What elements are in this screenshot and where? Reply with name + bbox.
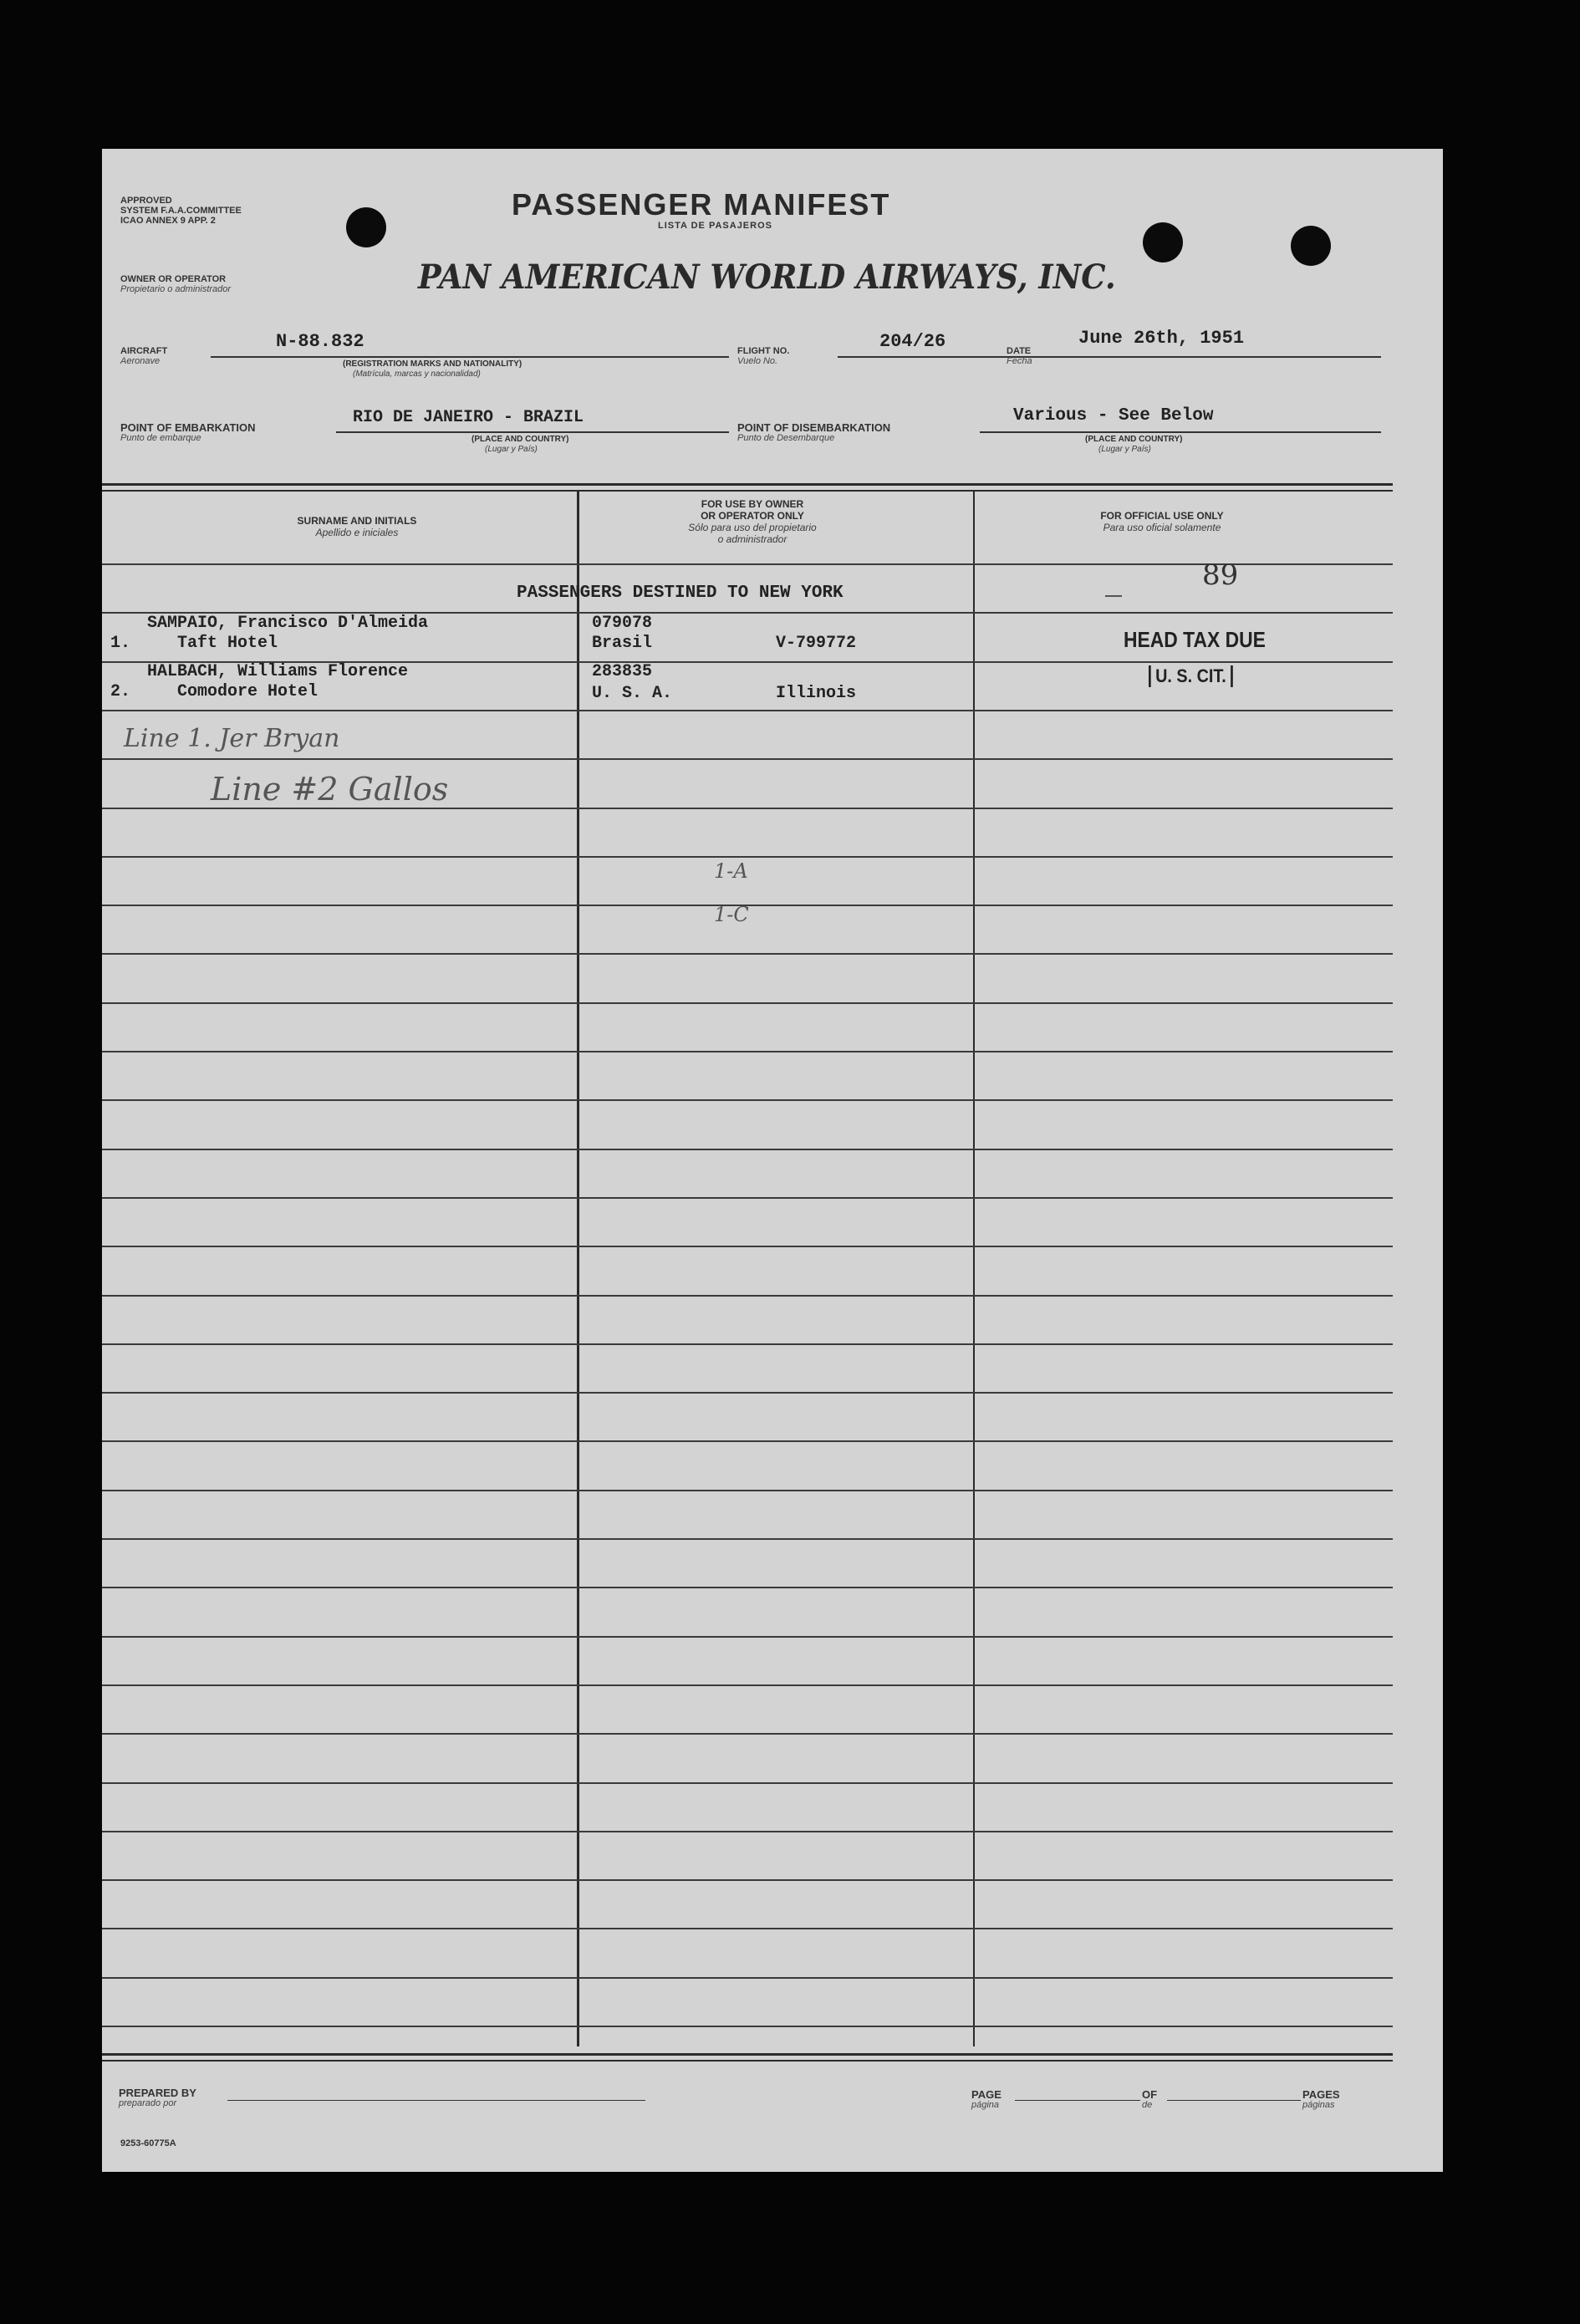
table-bottom-rule [102,2053,1393,2056]
page-title: PASSENGER MANIFEST [512,187,891,222]
table-bottom-rule [102,2060,1393,2062]
row-line [102,1295,1393,1297]
row-line [102,1928,1393,1929]
approval-block [120,196,242,226]
row-line [102,1538,1393,1540]
row-line [102,1587,1393,1588]
row-line [102,1831,1393,1832]
embark-label-es: Punto de embarque [120,433,201,443]
date-label-en: DATE [1007,346,1032,356]
of-label-es: de [1142,2100,1153,2110]
embark-sub: (PLACE AND COUNTRY) [471,435,569,444]
column-divider [973,490,975,2046]
disembark-sub: (PLACE AND COUNTRY) [1085,435,1183,444]
page-label-en: PAGE [971,2088,1002,2101]
aircraft-sub-es: (Matrícula, marcas y nacionalidad) [353,369,481,379]
aircraft-underline [211,356,729,358]
prepared-by-label [119,2088,196,2108]
aircraft-value: N-88.832 [276,331,364,352]
page-label [971,2090,1002,2110]
date-underline [1047,356,1381,358]
row-line [102,1440,1393,1442]
flight-label-en: FLIGHT NO. [737,346,790,356]
row-line [102,1149,1393,1150]
disembark-label-en: POINT OF DISEMBARKATION [737,421,891,434]
form-number: 9253-60775A [120,2138,176,2148]
approval-line: ICAO ANNEX 9 APP. 2 [120,216,216,226]
disembark-underline [980,431,1381,433]
passenger-address: Taft Hotel [177,634,278,653]
disembark-value: Various - See Below [1013,406,1214,426]
passenger-country: U. S. A. [592,684,673,703]
flight-value: 204/26 [879,331,946,352]
handwritten-note: Line 1. Jer Bryan [124,724,340,753]
aircraft-sub: (REGISTRATION MARKS AND NATIONALITY) [343,359,522,369]
pages-label [1302,2090,1340,2110]
col-header-surname: SURNAME AND INITIALS [297,515,417,527]
aircraft-label [120,346,167,366]
of-label [1142,2090,1157,2110]
owner-value: PAN AMERICAN WORLD AIRWAYS, INC. [418,257,1116,297]
prepared-by-es: preparado por [119,2098,177,2108]
row-line [102,1246,1393,1247]
embark-label [120,423,256,443]
page-title-es: LISTA DE PASAJEROS [658,221,772,231]
col-header-owner-es-a: Sólo para uso del propietario [688,522,817,533]
row-line [102,1977,1393,1979]
date-label-es: Fecha [1007,356,1032,366]
handwritten-mark: 1-A [714,859,748,883]
page-underline [1015,2100,1140,2101]
approval-line: SYSTEM F.A.A.COMMITTEE [120,206,242,216]
row-line [102,1636,1393,1638]
flight-underline [838,356,1072,358]
official-dash [1105,595,1122,597]
flight-label [737,346,789,366]
table-top-rule [102,490,1393,492]
row-line [102,1490,1393,1491]
handwritten-note: Line #2 Gallos [211,771,449,808]
date-label [1007,346,1032,366]
punch-hole [1291,226,1331,266]
approval-line: APPROVED [120,196,172,206]
row-line [102,1684,1393,1686]
table-top-rule [102,483,1393,486]
flight-label-es: Vuelo No. [737,356,778,366]
col-header-owner-b: OR OPERATOR ONLY [701,510,804,522]
punch-hole [346,207,386,247]
column-divider [577,490,579,2046]
disembark-sub-es: (Lugar y País) [1098,445,1151,454]
passenger-address: Comodore Hotel [177,682,319,701]
official-number: 89 [1202,558,1239,592]
us-cit-stamp: U. S. CIT. [1149,665,1233,687]
of-underline [1167,2100,1301,2101]
owner-label-en: OWNER OR OPERATOR [120,274,227,284]
row-line [102,1343,1393,1345]
passenger-country: Brasil [592,634,653,653]
row-line [102,1782,1393,1784]
passenger-name: SAMPAIO, Francisco D'Almeida [147,614,429,633]
row-line [102,1879,1393,1881]
punch-hole [1143,222,1183,262]
row-line [102,563,1393,565]
pages-label-es: páginas [1302,2100,1335,2110]
col-header-surname-es: Apellido e iniciales [315,527,399,538]
row-line [102,1099,1393,1101]
row-line [102,1197,1393,1199]
passenger-extra: V-799772 [776,634,857,653]
section-heading: PASSENGERS DESTINED TO NEW YORK [517,584,844,603]
disembark-label [737,423,890,443]
row-line [102,1733,1393,1735]
row-line [102,808,1393,809]
col-header-owner-a: FOR USE BY OWNER [701,498,804,510]
aircraft-label-en: AIRCRAFT [120,346,168,356]
row-line [102,710,1393,711]
date-value: June 26th, 1951 [1078,328,1245,349]
col-header-official-es: Para uso oficial solamente [1103,522,1221,533]
owner-label-es: Propietario o administrador [120,284,232,294]
owner-label [120,274,231,294]
passenger-code: 283835 [592,662,653,681]
manifest-page [102,149,1443,2172]
disembark-label-es: Punto de Desembarque [737,433,835,443]
col-header-official: FOR OFFICIAL USE ONLY [1100,510,1224,522]
row-line [102,1392,1393,1394]
col-header-owner-es-b: o administrador [717,533,787,545]
passenger-name: HALBACH, Williams Florence [147,662,409,681]
handwritten-mark: 1-C [714,903,749,926]
row-line [102,758,1393,760]
row-line [102,1002,1393,1004]
row-line [102,953,1393,955]
prepared-by-underline [227,2100,645,2101]
row-line [102,1051,1393,1052]
passenger-code: 079078 [592,614,653,633]
embark-value: RIO DE JANEIRO - BRAZIL [353,408,584,427]
pages-label-en: PAGES [1302,2088,1340,2101]
embark-label-en: POINT OF EMBARKATION [120,421,256,434]
head-tax-stamp: HEAD TAX DUE [1124,627,1266,652]
row-line [102,2026,1393,2027]
row-line [102,856,1393,858]
of-label-en: OF [1142,2088,1158,2101]
prepared-by-en: PREPARED BY [119,2087,196,2099]
passenger-num: 1. [110,634,131,653]
passenger-num: 2. [110,682,131,701]
page-label-es: página [971,2100,1000,2110]
aircraft-label-es: Aeronave [120,356,161,366]
embark-underline [336,431,729,433]
embark-sub-es: (Lugar y País) [485,445,538,454]
passenger-extra: Illinois [776,684,857,703]
